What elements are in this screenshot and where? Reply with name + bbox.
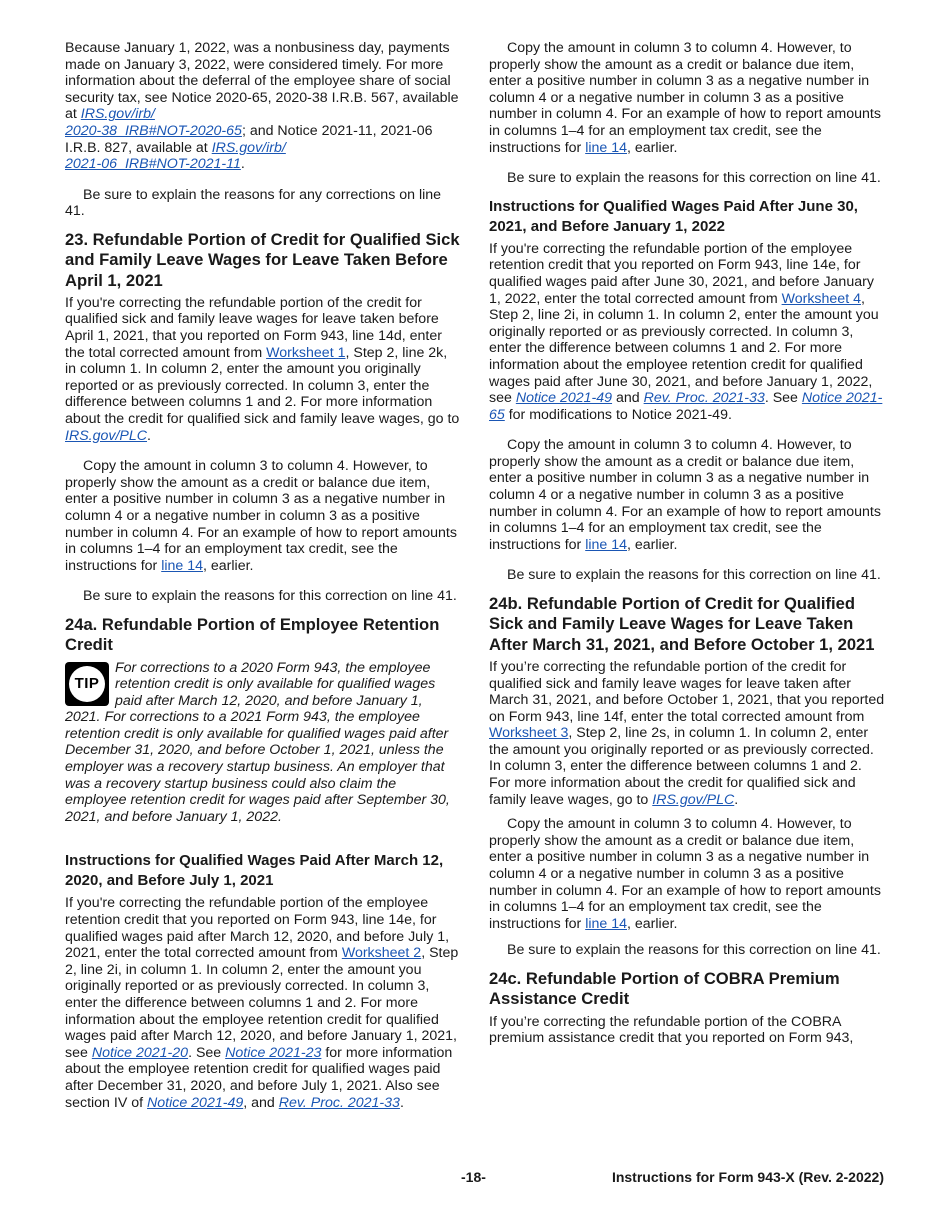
instructions-after-june-heading: Instructions for Qualified Wages Paid After June 30, 2021, and Before January 1, 2022	[489, 197, 858, 235]
notice-2021-23-link[interactable]: Notice 2021-23	[225, 1044, 322, 1061]
irb-2020-38-link[interactable]	[65, 106, 242, 139]
text: , earlier.	[627, 536, 678, 553]
text: Copy the amount in column 3 to column 4. However, to properly show the amount as a credit or balance due item, enter a positive number in column 3 as a negative number in column 4 or a negative number in column 3 as a positive number in column 4. For an example of how to report amounts in columns 1–4 for an employment tax credit, see the instructions for	[489, 40, 881, 156]
tip-text: For corrections to a 2020 Form 943, the employee retention credit is only available for qualified wages paid after March 12, 2020, and before January 1, 2021. For corrections to a 2021 Form 943, the employee retention credit is only available for qualified wages paid after December 31, 2020, and before October 1, 2021, unless the employer was a recovery startup business. An employer that was a recovery startup business could also claim the employee retention credit for wages paid after September 30, 2021, and before January 1, 2022.	[65, 659, 450, 825]
section-24b-copy-paragraph	[489, 816, 885, 932]
text: .	[399, 1094, 404, 1111]
notice-2021-49-link[interactable]: Notice 2021-49	[147, 1094, 244, 1111]
text: , Step 2, line 2i, in column 1. In column 2, enter the amount you originally reported or as previously corrected. In column 3, enter the difference between columns 1 and 2. For more information about the employee retention credit for qualified wages paid after June 30, 2021, and before January 1, 2022, see	[489, 290, 879, 407]
section-23-heading: 23. Refundable Portion of Credit for Qualified Sick and Family Leave Wages for Leave Taken Before April 1, 2021	[65, 229, 460, 290]
section-24b-heading: 24b. Refundable Portion of Credit for Qualified Sick and Family Leave Wages for Leave Taken After March 31, 2021, and Before October 1, 2021	[489, 594, 875, 654]
line-14-link[interactable]: line 14	[585, 139, 628, 156]
text: for more information about the employee retention credit for qualified wages paid after December 31, 2020, and before July 1, 2021. Also see section IV of	[65, 1044, 453, 1111]
line-14-link[interactable]: line 14	[585, 915, 628, 932]
text: , Step 2, line 2s, in column 1. In column 2, enter the amount you originally reported or as previously corrected. In column 3, enter the difference between columns 1 and 2. For more information about the credit for qualified sick and family leave wages, go to	[489, 725, 874, 808]
text: If you're correcting the refundable portion of the credit for qualified sick and family leave wages for leave taken before April 1, 2021, that you reported on Form 943, line 14d, enter the total corrected amount from	[65, 294, 442, 361]
text: .	[147, 427, 151, 444]
right-column	[489, 40, 885, 1047]
text: If you're correcting the refundable portion of the employee retention credit that you reported on Form 943, line 14e, for qualified wages paid after March 12, 2020, and before July 1, 2021, enter the total corrected amount from	[65, 895, 450, 962]
section-24c-heading: 24c. Refundable Portion of COBRA Premium Assistance Credit	[489, 969, 840, 1009]
section-24c-paragraph: If you’re correcting the refundable portion of the COBRA premium assistance credit that you reported on Form 943,	[489, 1013, 854, 1047]
tip-box	[65, 660, 461, 826]
text: , earlier.	[627, 139, 678, 156]
text: , Step 2, line 2k, in column 1. In column 2, enter the amount you originally reported or as previously corrected. In column 3, enter the difference between columns 1 and 2. For more information about the credit for qualified sick and family leave wages, go to	[65, 344, 460, 427]
notice-2021-49-link[interactable]: Notice 2021-49	[515, 390, 613, 407]
text: .	[734, 791, 739, 808]
text: ; and Notice 2021-11, 2021-06 I.R.B. 827, available at	[65, 122, 433, 156]
worksheet-2-link[interactable]: Worksheet 2	[341, 945, 422, 962]
rev-proc-2021-33-link[interactable]: Rev. Proc. 2021-33	[643, 390, 765, 407]
text: If you're correcting the refundable portion of the employee retention credit that you reported on Form 943, line 14e, for qualified wages paid after June 30, 2021, and before January 1, 2022, enter the total corrected amount from	[489, 240, 874, 307]
text: , earlier.	[203, 557, 254, 574]
text: for modifications to Notice 2021-49.	[504, 406, 732, 423]
text: Because January 1, 2022, was a nonbusiness day, payments made on January 3, 2022, were considered timely. For more information about the deferral of the employee share of social security tax, see Notice 2020-65, 2020-38 I.R.B. 567, available at	[65, 40, 459, 123]
intro-paragraph	[65, 40, 461, 173]
tip-icon	[65, 662, 109, 706]
irs-plc-link[interactable]: IRS.gov/PLC	[652, 791, 735, 808]
explain-paragraph: Be sure to explain the reasons for this correction on line 41.	[507, 567, 881, 584]
section-23-explain-paragraph: Be sure to explain the reasons for this correction on line 41.	[83, 588, 457, 605]
text: If you’re correcting the refundable portion of the credit for qualified sick and family leave wages for leave taken after March 31, 2021, and before October 1, 2021, that you reported on Form 943, line 14f, enter the total corrected amount from	[489, 658, 885, 725]
line-14-link[interactable]: line 14	[161, 557, 204, 574]
notice-2021-65-link[interactable]: Notice 2021-65	[489, 390, 883, 423]
instructions-before-july-paragraph	[65, 895, 461, 1111]
link-text: IRS.gov/irb/	[211, 139, 286, 156]
copy-paragraph	[489, 437, 885, 553]
link-text: IRS.gov/irb/	[80, 106, 155, 123]
line-14-link[interactable]: line 14	[585, 536, 628, 553]
text: . See	[188, 1044, 226, 1061]
text: and	[612, 390, 644, 407]
section-24b-paragraph	[489, 659, 885, 808]
copy-paragraph	[489, 40, 885, 156]
explain-paragraph: Be sure to explain the reasons for any corrections on line 41.	[65, 186, 442, 220]
section-23-paragraph	[65, 295, 461, 444]
rev-proc-2021-33-link[interactable]: Rev. Proc. 2021-33	[278, 1094, 400, 1111]
text: Copy the amount in column 3 to column 4. However, to properly show the amount as a credit or balance due item, enter a positive number in column 3 as a negative number in column 4 or a negative number in column 3 as a positive number in column 4. For an example of how to report amounts in columns 1–4 for an employment tax credit, see the instructions for	[489, 437, 881, 553]
explain-paragraph: Be sure to explain the reasons for this correction on line 41.	[507, 170, 881, 187]
text: Copy the amount in column 3 to column 4. However, to properly show the amount as a credit or balance due item, enter a positive number in column 3 as a negative number in column 4 or a negative number in column 3 as a positive number in column 4. For an example of how to report amounts in columns 1–4 for an employment tax credit, see the instructions for	[65, 458, 457, 574]
page-footer	[0, 1169, 950, 1187]
text: Copy the amount in column 3 to column 4. However, to properly show the amount as a credit or balance due item, enter a positive number in column 3 as a negative number in column 4 or a negative number in column 3 as a positive number in column 4. For an example of how to report amounts in columns 1–4 for an employment tax credit, see the instructions for	[489, 816, 881, 932]
instructions-before-july-heading: Instructions for Qualified Wages Paid After March 12, 2020, and Before July 1, 2021	[65, 852, 444, 890]
section-23-copy-paragraph	[65, 458, 461, 574]
instructions-after-june-paragraph	[489, 241, 885, 424]
text: . See	[764, 390, 802, 407]
left-column	[65, 40, 461, 1111]
form-title: Instructions for Form 943-X (Rev. 2-2022)	[611, 1169, 884, 1185]
page-number: -18-	[461, 1169, 486, 1185]
section-24b-explain-paragraph: Be sure to explain the reasons for this correction on line 41.	[507, 942, 881, 959]
text: , earlier.	[627, 915, 678, 932]
irs-plc-link[interactable]: IRS.gov/PLC	[65, 427, 148, 444]
worksheet-1-link[interactable]: Worksheet 1	[266, 344, 346, 361]
link-text: 2021-06_IRB#NOT-2021-11	[65, 156, 241, 173]
text: .	[240, 156, 245, 173]
text: , and	[243, 1094, 279, 1111]
text: , Step 2, line 2i, in column 1. In column 2, enter the amount you originally reported or as previously corrected. In column 3, enter the difference between columns 1 and 2. For more information about the employee retention credit for qualified wages paid after March 12, 2020, and before January 1, 2021, see	[65, 945, 459, 1061]
section-24a-heading: 24a. Refundable Portion of Employee Retention Credit	[65, 614, 440, 655]
notice-2021-20-link[interactable]: Notice 2021-20	[91, 1044, 189, 1061]
link-text: 2020-38_IRB#NOT-2020-65	[65, 122, 242, 139]
worksheet-4-link[interactable]: Worksheet 4	[781, 290, 861, 307]
tip-label: TIP	[69, 666, 105, 702]
worksheet-3-link[interactable]: Worksheet 3	[489, 725, 569, 742]
